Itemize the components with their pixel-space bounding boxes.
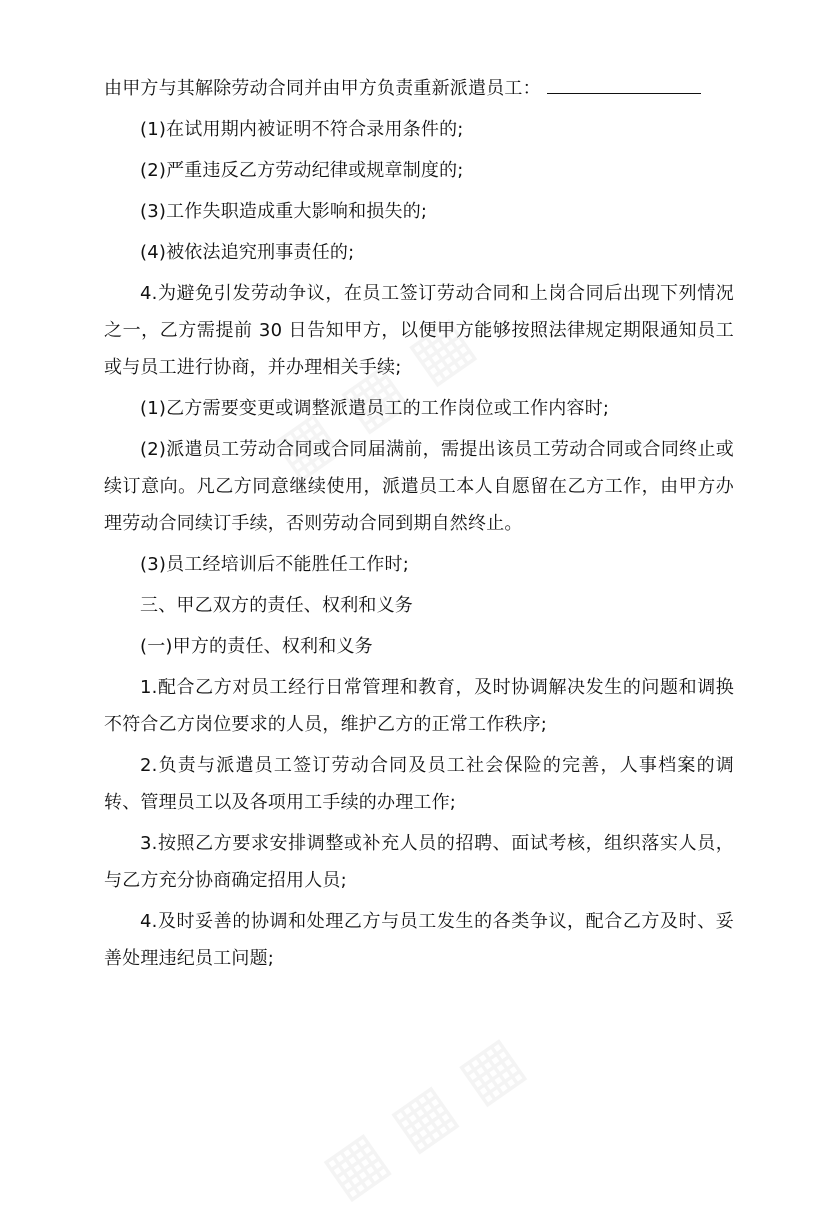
list-item: (1)在试用期内被证明不符合录用条件的; — [140, 119, 464, 140]
clause-paragraph: 1.配合乙方对员工经行日常管理和教育，及时协调解决发生的问题和调换不符合乙方岗位要求的人员，维护乙方的正常工作秩序; — [104, 677, 734, 735]
section-heading: 三、甲乙双方的责任、权利和义务 — [140, 595, 413, 616]
list-item: (2)派遣员工劳动合同或合同届满前，需提出该员工劳动合同或合同终止或续订意向。凡乙方同意继续使用，派遣员工本人自愿留在乙方工作，由甲方办理劳动合同续订手续，否则劳动合同到期自然终止。 — [104, 439, 734, 534]
clause-paragraph: 2.负责与派遣员工签订劳动合同及员工社会保险的完善，人事档案的调转、管理员工以及各项用工手续的办理工作; — [104, 755, 734, 813]
list-item: (2)严重违反乙方劳动纪律或规章制度的; — [140, 160, 464, 181]
paragraph-intro — [104, 70, 734, 107]
list-item: (3)员工经培训后不能胜任工作时; — [140, 554, 409, 575]
subsection-heading: (一)甲方的责任、权利和义务 — [140, 636, 373, 657]
list-item: (4)被依法追究刑事责任的; — [140, 242, 355, 263]
clause-paragraph: 4.及时妥善的协调和处理乙方与员工发生的各类争议，配合乙方及时、妥善处理违纪员工问题; — [104, 911, 734, 969]
document-body — [104, 70, 734, 981]
watermark — [309, 1022, 537, 1212]
fill-in-blank-line — [547, 92, 701, 94]
clause-paragraph: 3.按照乙方要求安排调整或补充人员的招聘、面试考核，组织落实人员，与乙方充分协商确定招用人员; — [104, 833, 734, 891]
clause-paragraph: 4.为避免引发劳动争议，在员工签订劳动合同和上岗合同后出现下列情况之一，乙方需提前 30 日告知甲方，以便甲方能够按照法律规定期限通知员工或与员工进行协商，并办理相关手续; — [104, 283, 734, 378]
list-item: (1)乙方需要变更或调整派遣员工的工作岗位或工作内容时; — [140, 398, 610, 419]
paragraph-text: 由甲方与其解除劳动合同并由甲方负责重新派遣员工： — [104, 78, 541, 99]
list-item: (3)工作失职造成重大影响和损失的; — [140, 201, 428, 222]
